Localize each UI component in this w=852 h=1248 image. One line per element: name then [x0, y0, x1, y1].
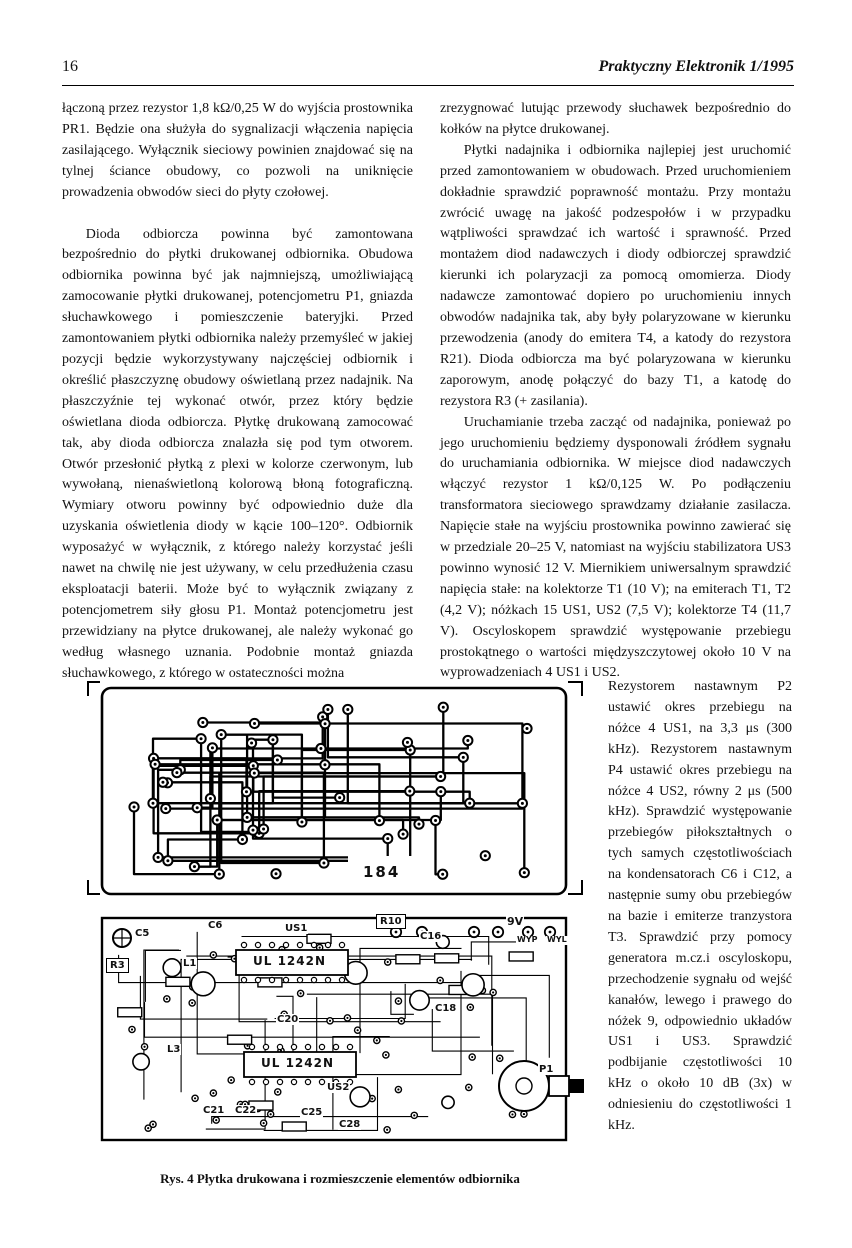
figure-pcb	[86, 678, 586, 1160]
component-label-r10: R10	[376, 914, 406, 929]
component-label-p1: P1	[539, 1064, 554, 1075]
component-label-c28: C28	[339, 1119, 361, 1130]
component-label-c5: C5	[135, 928, 150, 939]
page-number: 16	[62, 58, 78, 75]
paragraph: Rezystorem nastawnym P2 ustawić okres przebiegu na nóżce 4 US1, na 3,3 μs (300 kHz). Rezystorem nastawnym P4 ustawić okres przebiegu na nóżce 4 US2, równy 2 μs (500 kHz). Sprawdzić występowanie przebiegów piłokształtnych o tych samych częstotliwościach na kondensatorach C6 i C12, a następnie sumy obu przebiegów na bazie i emiterze tranzystora T3. Sprawdzić przy pomocy generatora m.cz.i oscyloskopu, przechodzenie sygnału od wejść kanałów, lewego i prawego do nóżek 9, odpowiednio układów US1 i US3. Sprawdzić podbijanie częstotliwości 10 kHz o około 10 dB (3x) w odniesieniu do częstotliwości 1 kHz.	[608, 679, 792, 1134]
page-header	[62, 58, 794, 76]
component-label-c25: C25	[301, 1107, 323, 1118]
figure-caption: Rys. 4 Płytka drukowana i rozmieszczenie elementów odbiornika	[160, 1171, 520, 1186]
paragraph: Dioda odbiorcza powinna być zamontowana bezpośrednio do płytki drukowanej odbiornika. Obudowa odbiornika powinna być jak najmniejszą, umożliwiającą zamocowanie płytki drukowanej, potencjometru P1, gniazda słuchawkowego i pomieszczenie bateryjki. Przed zamontowaniem płytki odbiornika należy przemyśleć w jakiej pozycji będzie wykorzystywany najczęściej odbiornik i określić płaszczyznę obudowy oświetlaną przez nadajnik. Na płaszczyźnie tej wykonać otwór, przez który będzie oświetlana dioda odbiorcza. Płytkę drukowaną zamocować tak, aby dioda odbiorcza znalazła się pod tym otworem. Otwór przesłonić płytką z plexi w kolorze czerwonym, lub wywołaną, nienaświetloną kolorową błoną fotograficzną. Wymiary otworu powinny być odpowiednio duże dla uzyskania oświetlenia diody w kącie 100–120°. Odbiornik wyposażyć w wyłącznik, z którego należy korzystać jeśli nawet na chwilę nie jest używany, w celu przedłużenia czasu eksploatacji baterii. Może być to wyłącznik związany z potencjometrem siły głosu P1. Montaż potencjometru jest przewidziany na płytce drukowanej, ale należy wykonać go według własnego uznania. Podobnie montaż gniazda słuchawkowego, z którego w ostateczności można	[62, 226, 413, 681]
component-label-c16: C16	[420, 931, 442, 942]
figure-side-column	[608, 677, 792, 1137]
component-label-c6: C6	[208, 920, 223, 931]
component-label-c22: C22	[235, 1105, 257, 1116]
component-label-c18: C18	[435, 1003, 457, 1014]
component-label-us1: US1	[285, 923, 308, 934]
paragraph: Uruchamianie trzeba zacząć od nadajnika, ponieważ po jego uruchomieniu będziemy dysponowali źródłem sygnału do uruchamiania odbiornika. W miejsce diod nadawczych włączyć rezystor 1 kΩ/0,125 W. Po podłączeniu transformatora sieciowego sprawdzamy działanie zasilacza. Napięcie stałe na wyjściu prostownika powinno zawierać się w przedziale 20–25 V, natomiast na wyjściu stabilizatora US3 powinno wynosić 12 V. Miernikiem uniwersalnym sprawdzić napięcia stałe: na kolektorze T1 (10 V); na emiterach T1, T2 (4,2 V); nóżkach 15 US1, US2 (7,5 V); kolektorze T4 (11,7 V). Oscyloskopem sprawdzić występowanie przebiegu prostokątnego o wartości międzyszczytowej około 10 V na wyprowadzeniach 4 US1 i US2.	[440, 414, 791, 681]
right-column	[440, 99, 791, 684]
body-columns	[62, 99, 792, 684]
component-label-r3: R3	[106, 958, 129, 973]
label-9v: 9V	[507, 915, 524, 928]
component-label-us2: US2	[327, 1082, 350, 1093]
component-label-l1: L1	[183, 958, 197, 969]
ic2-type-label: UL 1242N	[261, 1056, 335, 1070]
paragraph: łączoną przez rezystor 1,8 kΩ/0,25 W do wyjścia prostownika PR1. Będzie ona służyła do sygnalizacji włączenia napięcia zasilającego. Wyłącznik sieciowy powinien znajdować się na tylnej ściance obudowy, co pozwoli na uniknięcie prowadzenia obwodów sieci do płyty czołowej.	[62, 101, 413, 200]
ic1-type-label: UL 1242N	[253, 954, 327, 968]
component-label-l3: L3	[167, 1044, 181, 1055]
paragraph: Płytki nadajnika i odbiornika najlepiej jest uruchomić przed zamontowaniem w obudowach. Przed uruchomieniem dokładnie sprawdzić poprawność montażu. Przy montażu zwrócić uwagę na jakość podzespołów i w przypadku wątpliwości sprawdzać ich wartość i sprawność. Przed montażem diod nadawczych i diody odbiorczej sprawdzić kierunki ich polaryzacji za pomocą omomierza. Diody nadawcze zamontować dopiero po uruchomieniu innych obwodów nadajnika tak, aby były polaryzowane w kierunku przewodzenia (anody do emitera T4, a katody do rezystora R21). Dioda odbiorcza ma być polaryzowana w kierunku zaporowym, anodę połączyć do bazy T1, a katodę do rezystora R3 (+ zasilania).	[440, 142, 791, 409]
header-rule	[62, 85, 794, 86]
journal-title: Praktyczny Elektronik 1/1995	[598, 58, 794, 75]
component-label-c20: C20	[277, 1014, 299, 1025]
component-label-c21: C21	[203, 1105, 225, 1116]
board-number-label: 184	[363, 863, 401, 881]
label-wyl: WYL	[547, 935, 567, 944]
paragraph: zrezygnować lutując przewody słuchawek bezpośrednio do kołków na płytce drukowanej.	[440, 101, 791, 137]
label-wyp: WYP	[517, 935, 538, 944]
left-column	[62, 99, 413, 684]
